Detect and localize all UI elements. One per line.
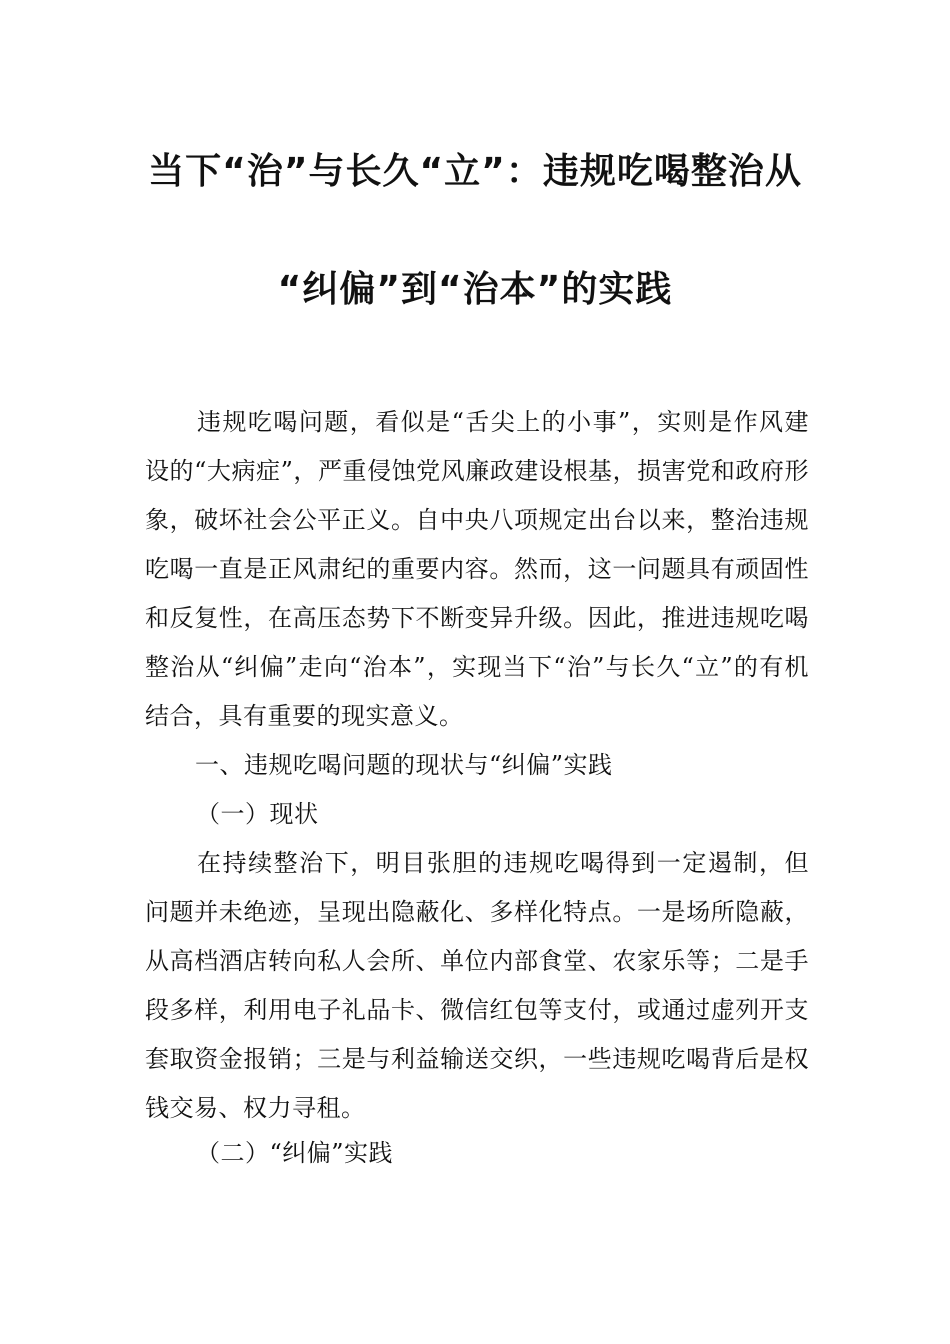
subsection-heading-status: （一）现状: [196, 800, 319, 828]
document-title-line-2: “纠偏”到“治本”的实践: [277, 269, 673, 310]
document-title-line-1: 当下“治”与长久“立”：违规吃喝整治从: [148, 151, 802, 192]
intro-paragraph: 违规吃喝问题，看似是“舌尖上的小事”，实则是作风建设的“大病症”，严重侵蚀党风廉政建设根基，损害党和政府形象，破坏社会公平正义。自中央八项规定出台以来，整治违规吃喝一直是正风肃纪的重要内容。然而，这一问题具有顽固性和反复性，在高压态势下不断变异升级。因此，推进违规吃喝整治从“纠偏”走向“治本”，实现当下“治”与长久“立”的有机结合，具有重要的现实意义。: [145, 408, 809, 730]
subsection-heading-correction: （二）“纠偏”实践: [196, 1139, 394, 1167]
section-heading-1: 一、违规吃喝问题的现状与“纠偏”实践: [195, 751, 613, 779]
status-paragraph: 在持续整治下，明目张胆的违规吃喝得到一定遏制，但问题并未绝迹，呈现出隐蔽化、多样化特点。一是场所隐蔽，从高档酒店转向私人会所、单位内部食堂、农家乐等；二是手段多样，利用电子礼品卡、微信红包等支付，或通过虚列开支套取资金报销；三是与利益输送交织，一些违规吃喝背后是权钱交易、权力寻租。: [145, 849, 809, 1122]
